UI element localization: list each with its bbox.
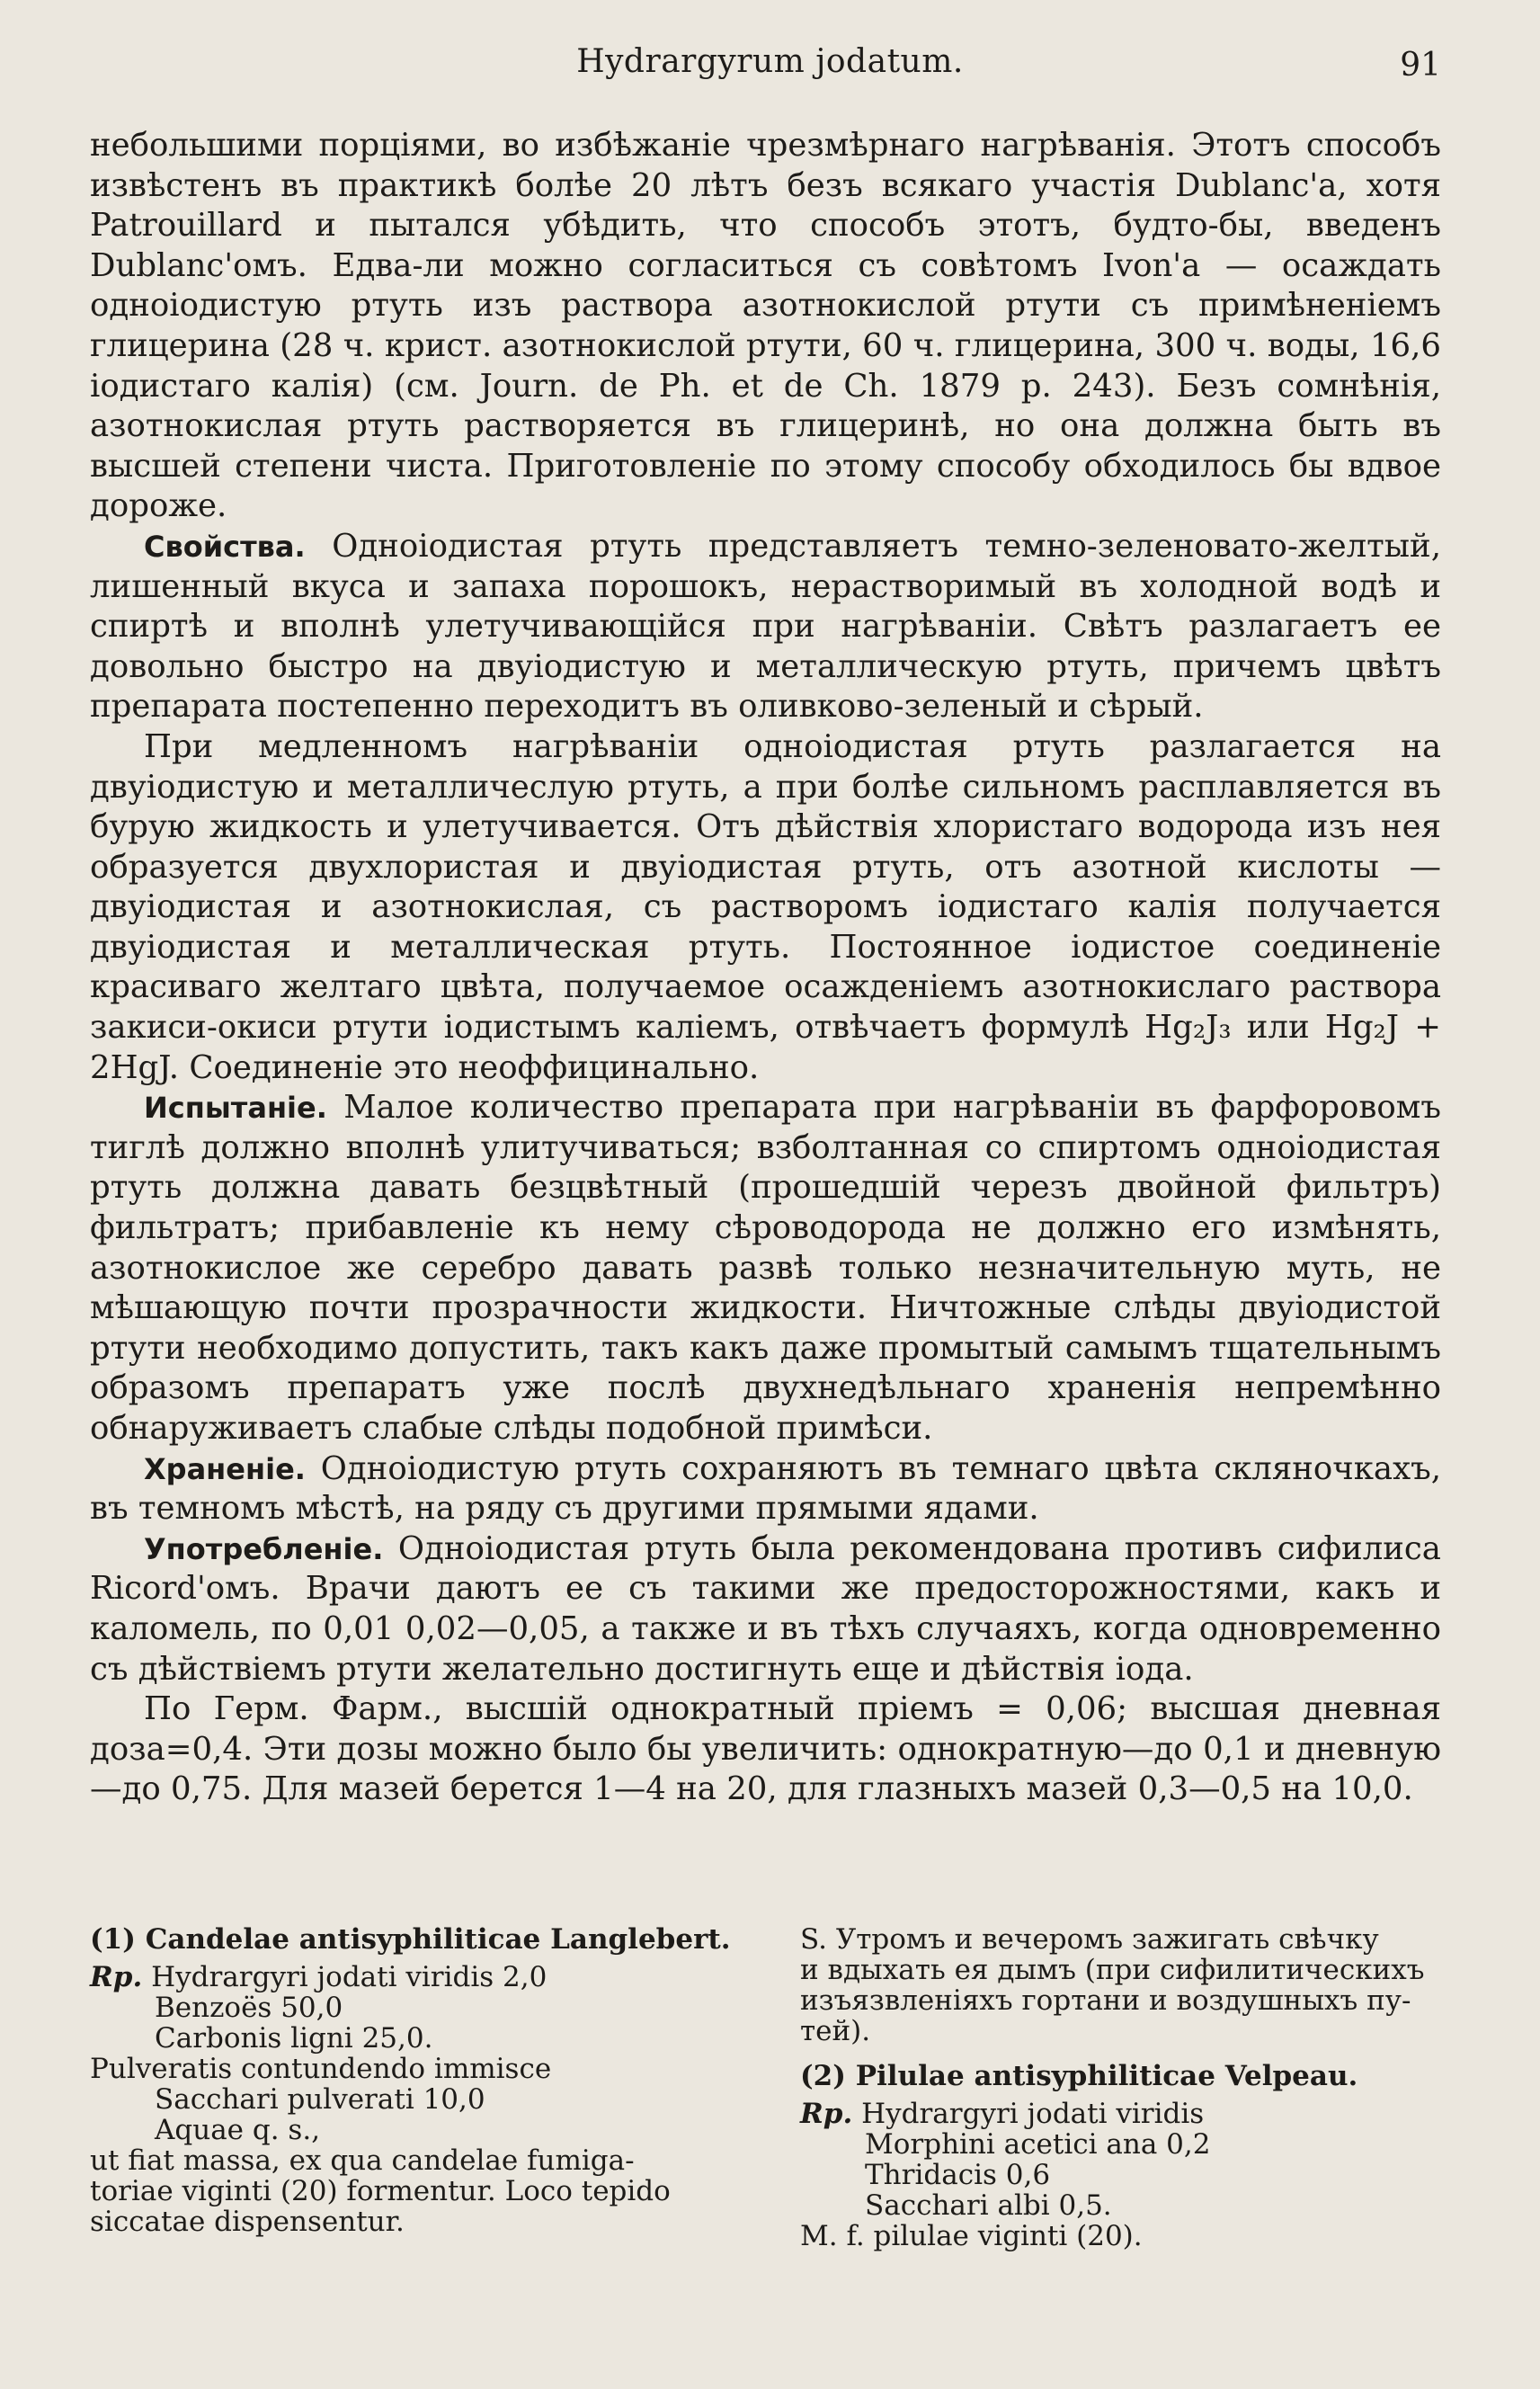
paragraph [90,727,1441,1088]
rp-mark: Rp. [90,1961,143,1993]
recipe-line: Morphini acetici ana 0,2 [865,2128,1211,2161]
recipe-line [800,2099,1441,2129]
paragraph-text: Одноіодистая ртуть представляетъ темно-зеленовато-желтый, лишенный вкуса и запаха порошокъ, нерастворимый въ холодной водѣ и спиртѣ и вполнѣ улетучивающійся при нагрѣваніи. Свѣтъ разлагаетъ ее довольно быстро на двуіодистую и металлическую ртуть, причемъ цвѣтъ препарата постепенно переходитъ въ оливково-зеленый и сѣрый. [90,527,1441,726]
paragraph-text: Малое количество препарата при нагрѣваніи въ фарфоровомъ тиглѣ должно вполнѣ улитучиваться; взболтанная со спиртомъ одноіодистая ртуть должна давать безцвѣтный (прошедшій черезъ двойной фильтръ) фильтратъ; прибавленіе къ нему сѣроводорода не должно его измѣнять, азотнокислое же серебро давать развѣ только незначительную муть, не мѣшающую почти прозрачности жидкости. Ничтожные слѣды двуіодистой ртути необходимо допустить, такъ какъ даже промытый самымъ тщательнымъ образомъ препаратъ уже послѣ двухнедѣльнаго храненія непремѣнно обнаруживаетъ слабые слѣды подобной примѣси. [90,1089,1441,1447]
recipe-title: (2) Pilulae antisyphiliticae Velpeau. [800,2060,1358,2092]
ingredient: Hydrargyri jodati viridis 2,0 [151,1961,547,1993]
recipes-section [90,1924,1441,2320]
section-heading: Испытаніе. [144,1091,327,1126]
paragraph-testing [90,1088,1441,1449]
recipe-left-column [90,1924,773,2237]
recipe-line: Pulveratis contundendo immisce [90,2053,552,2085]
section-heading: Храненіе. [144,1451,306,1486]
rp-mark: Rp. [800,2098,853,2130]
paragraph-text: Одноіодистая ртуть была рекомендована противъ сифилиса Ricord'омъ. Врачи даютъ ее съ такими же предосторожностями, какъ и каломель, по 0,01 0,02—0,05, а также и въ тѣхъ случаяхъ, когда одновременно съ дѣйствіемъ ртути желательно достигнуть еще и дѣйствія іода. [90,1529,1441,1688]
recipe-line: Benzoës 50,0 [155,1992,343,2024]
ingredient: Hydrargyri jodati viridis [861,2098,1205,2130]
signa-line: тей). [800,2015,871,2047]
paragraph-text: Одноіодистую ртуть сохраняютъ въ темнаго цвѣта скляночкахъ, въ темномъ мѣстѣ, на ряду съ другими прямыми ядами. [90,1449,1441,1528]
recipe-line: Thridacis 0,6 [865,2159,1051,2191]
signa-line: S. Утромъ и вечеромъ зажигать свѣчку [800,1923,1379,1956]
recipe-line [90,1962,773,1992]
signa-line: и вдыхать ея дымъ (при сифилитическихъ [800,1954,1425,1986]
paragraph-text: По Герм. Фарм., высшій однократный пріемъ = 0,06; высшая дневная доза=0,4. Эти дозы можно было бы увеличить: однократную—до 0,1 и дневную—до 0,75. Для мазей берется 1—4 на 20, для глазныхъ мазей 0,3—0,5 на 10,0. [90,1690,1441,1808]
recipe-right-column [800,1924,1441,2251]
recipe-line: siccatae dispensentur. [90,2206,405,2238]
recipe-line: M. f. pilulae viginti (20). [800,2220,1143,2252]
paragraph-properties [90,527,1441,727]
recipe-line: Sacchari albi 0,5. [865,2189,1112,2222]
section-heading: Употребленіе. [144,1531,384,1566]
recipe-line: Carbonis ligni 25,0. [155,2022,433,2055]
recipe-line: toriae viginti (20) formentur. Loco tepido [90,2175,671,2207]
page-number: 91 [1400,47,1441,84]
recipe-line: Aquae q. s., [155,2114,321,2146]
paragraph-dosage [90,1689,1441,1810]
paragraph [90,126,1441,527]
section-heading: Свойства. [144,529,306,564]
paragraph-usage [90,1529,1441,1689]
signa-line: изъязвленіяхъ гортани и воздушныхъ пу- [800,1984,1411,2017]
recipe-line: Sacchari pulverati 10,0 [155,2083,485,2116]
body-text [90,126,1441,1810]
recipe-line: ut fiat massa, ex qua candelae fumiga- [90,2144,635,2177]
paragraph-storage [90,1449,1441,1529]
running-title: Hydrargyrum jodatum. [576,43,964,80]
recipe-title: (1) Candelae antisyphiliticae Langlebert. [90,1923,731,1956]
paragraph-text: При медленномъ нагрѣваніи одноіодистая ртуть разлагается на двуіодистую и металличеслую ртуть, а при болѣе сильномъ расплавляется въ бурую жидкость и улетучивается. Отъ дѣйствія хлористаго водорода изъ нея образуется двухлористая и двуіодистая ртуть, отъ азотной кислоты — двуіодистая и азотнокислая, съ растворомъ іодистаго калія получается двуіодистая и металлическая ртуть. Постоянное іодистое соединеніе красиваго желтаго цвѣта, получаемое осажденіемъ азотнокислаго раствора закиси-окиси ртути іодистымъ каліемъ, отвѣчаетъ формулѣ Hg₂J₃ или Hg₂J + 2HgJ. Соединеніе это неоффицинально. [90,727,1441,1086]
page-header [0,43,1540,88]
paragraph-text: небольшими порціями, во избѣжаніе чрезмѣрнаго нагрѣванія. Этотъ способъ извѣстенъ въ практикѣ болѣе 20 лѣтъ безъ всякаго участія Dublanc'а, хотя Patrouillard и пытался убѣдить, что способъ этотъ, будто-бы, введенъ Dublanc'омъ. Едва-ли можно согласиться съ совѣтомъ Ivon'а — осаждать одноіодистую ртуть изъ раствора азотнокислой ртути съ примѣненіемъ глицерина (28 ч. крист. азотнокислой ртути, 60 ч. глицерина, 300 ч. воды, 16,6 іодистаго калія) (см. Journ. de Ph. et de Ch. 1879 р. 243). Безъ сомнѣнія, азотнокислая ртуть растворяется въ глицеринѣ, но она должна быть въ высшей степени чиста. Приготовленіе по этому способу обходилось бы вдвое дороже. [90,127,1441,525]
